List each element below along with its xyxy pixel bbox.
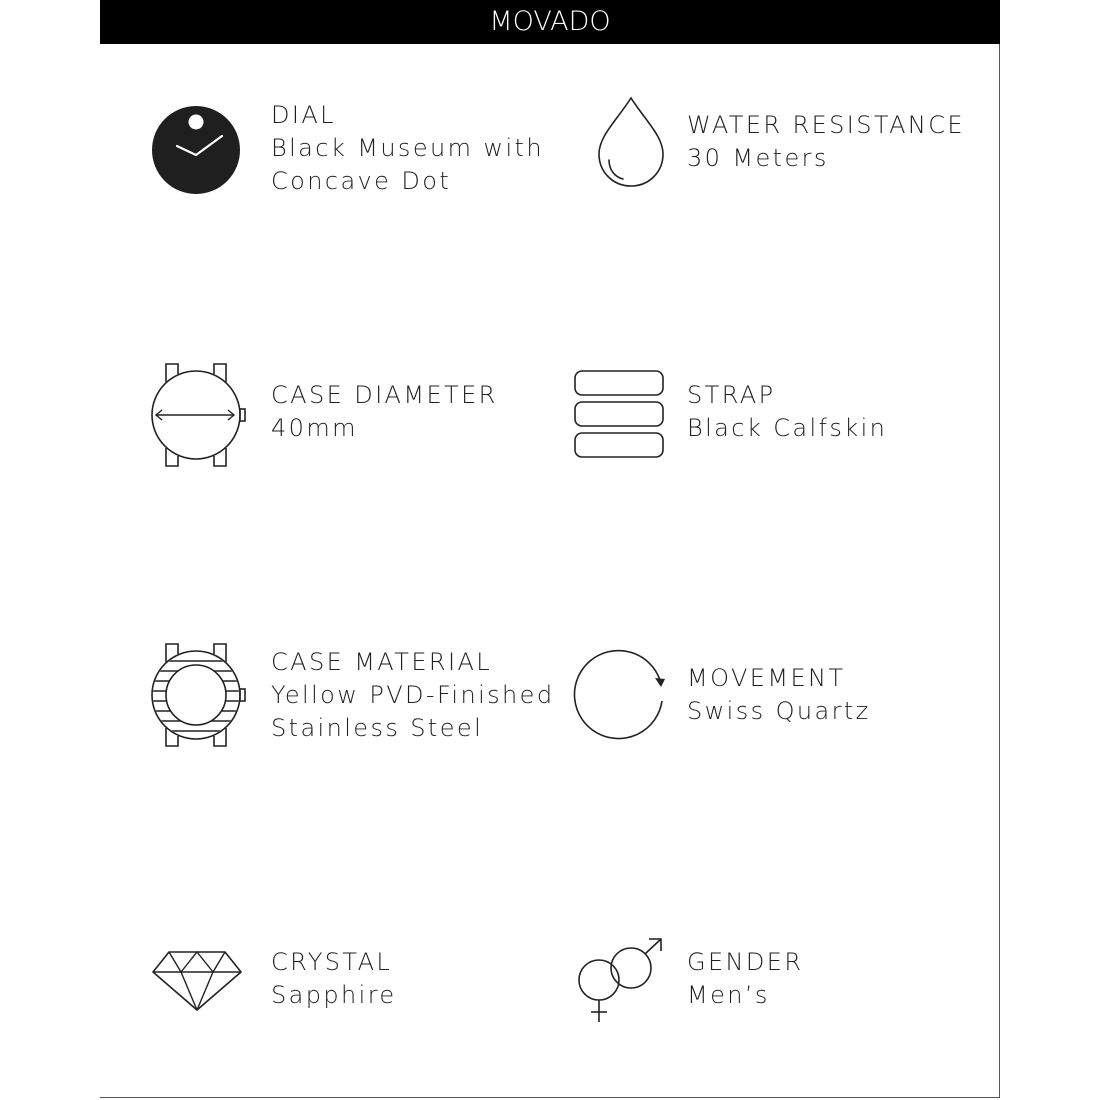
spec-crystal-label: CRYSTAL [271,948,393,976]
spec-water-resistance-label: WATER RESISTANCE [687,111,965,139]
spec-dial-label: DIAL [271,101,336,129]
brand-header [100,0,1000,44]
spec-crystal [271,946,397,1012]
case-material-icon [150,642,244,748]
spec-water-resistance-value: 30 Meters [687,144,829,172]
spec-gender-value: Men’s [687,981,770,1009]
spec-case-diameter-label: CASE DIAMETER [271,381,498,409]
water-drop-icon [597,96,665,188]
spec-water-resistance [687,109,965,175]
gender-icon [577,936,667,1026]
spec-strap-label: STRAP [687,381,776,409]
spec-case-material [271,646,554,745]
spec-gender-label: GENDER [687,948,804,976]
spec-movement-label: MOVEMENT [687,664,846,692]
movement-icon [573,649,667,741]
spec-crystal-value: Sapphire [271,981,397,1009]
spec-strap [687,379,887,445]
case-diameter-icon [150,362,244,468]
spec-case-diameter [271,379,498,445]
spec-dial-value: Black Museum with Concave Dot [271,134,544,195]
brand-name: MOVADO [489,6,611,37]
strap-icon [573,369,665,461]
museum-dial-icon [151,102,241,194]
spec-case-diameter-value: 40mm [271,414,358,442]
spec-case-material-value: Yellow PVD-Finished Stainless Steel [271,681,555,742]
spec-case-material-label: CASE MATERIAL [271,648,493,676]
spec-movement-value: Swiss Quartz [687,697,871,725]
spec-movement [687,662,871,728]
spec-strap-value: Black Calfskin [687,414,888,442]
diamond-icon [151,950,243,1012]
spec-gender [687,946,803,1012]
spec-dial [271,99,544,198]
